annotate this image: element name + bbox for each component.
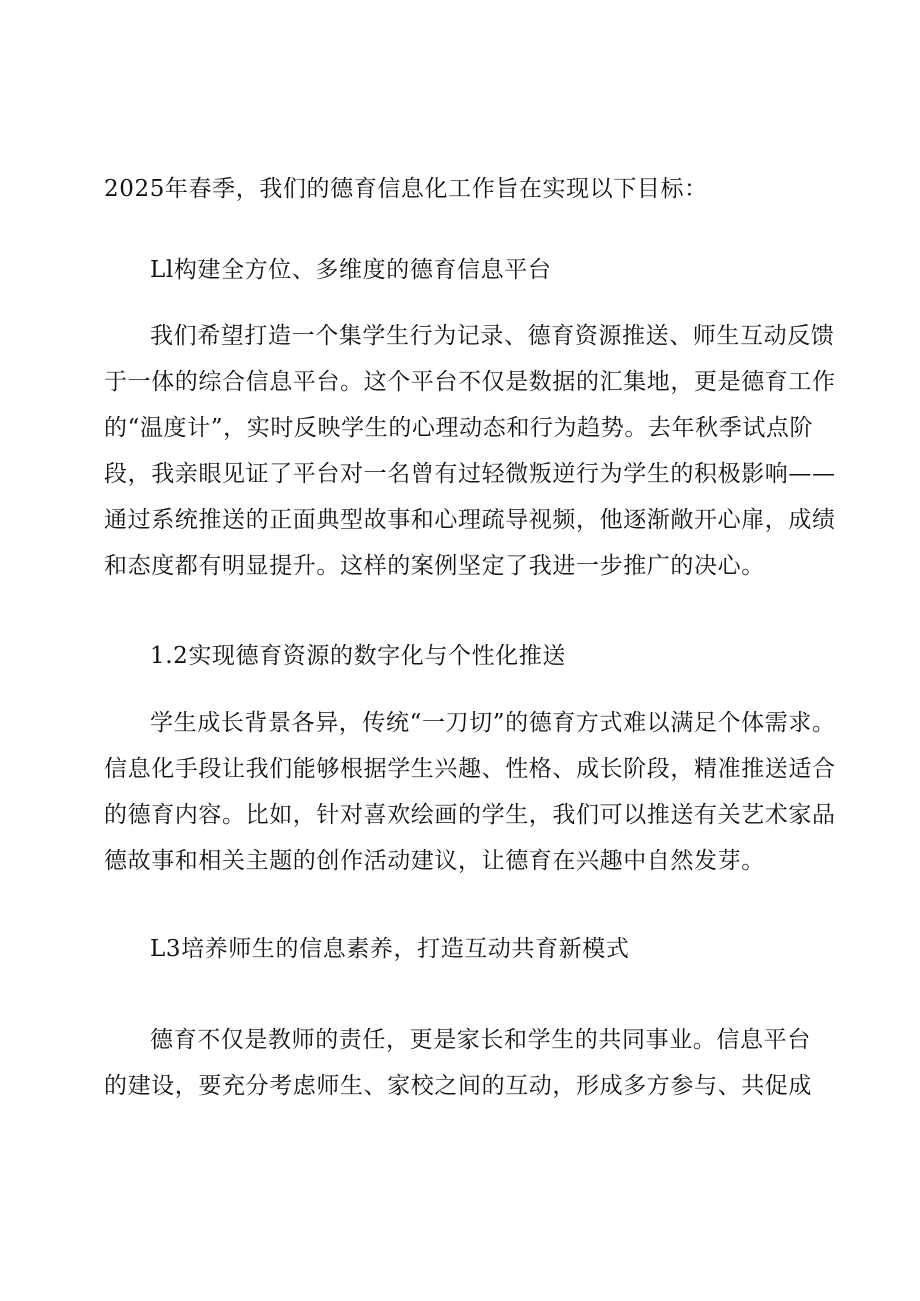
paragraph-line: 段，我亲眼见证了平台对一名曾有过轻微叛逆行为学生的积极影响—— (104, 461, 836, 487)
paragraph-line: 德育不仅是教师的责任，更是家长和学生的共同事业。信息平台 (150, 1027, 811, 1053)
paragraph-line: 德故事和相关主题的创作活动建议，让德育在兴趣中自然发芽。 (104, 848, 765, 874)
paragraph-line: 的“温度计”，实时反映学生的心理动态和行为趋势。去年秋季试点阶 (104, 415, 814, 441)
section-heading-1-2: 1.2实现德育资源的数字化与个性化推送 (150, 643, 566, 669)
section-heading-1-1: Ll构建全方位、多维度的德育信息平台 (150, 257, 552, 283)
intro-paragraph: 2025年春季，我们的德育信息化工作旨在实现以下目标： (104, 176, 708, 202)
paragraph-line: 我们希望打造一个集学生行为记录、德育资源推送、师生互动反馈 (150, 323, 835, 349)
section-heading-1-3: L3培养师生的信息素养，打造互动共育新模式 (150, 936, 630, 962)
paragraph-line: 的建设，要充分考虑师生、家校之间的互动，形成多方参与、共促成 (104, 1073, 812, 1099)
paragraph-line: 和态度都有明显提升。这样的案例坚定了我进一步推广的决心。 (104, 553, 765, 579)
paragraph-line: 学生成长背景各异，传统“一刀切”的德育方式难以满足个体需求。 (150, 710, 836, 736)
paragraph-line: 信息化手段让我们能够根据学生兴趣、性格、成长阶段，精准推送适合 (104, 756, 836, 782)
paragraph-line: 的德育内容。比如，针对喜欢绘画的学生，我们可以推送有关艺术家品 (104, 802, 836, 828)
paragraph-line: 通过系统推送的正面典型故事和心理疏导视频，他逐渐敞开心扉，成绩 (104, 507, 836, 533)
paragraph-line: 于一体的综合信息平台。这个平台不仅是数据的汇集地，更是德育工作 (104, 369, 836, 395)
